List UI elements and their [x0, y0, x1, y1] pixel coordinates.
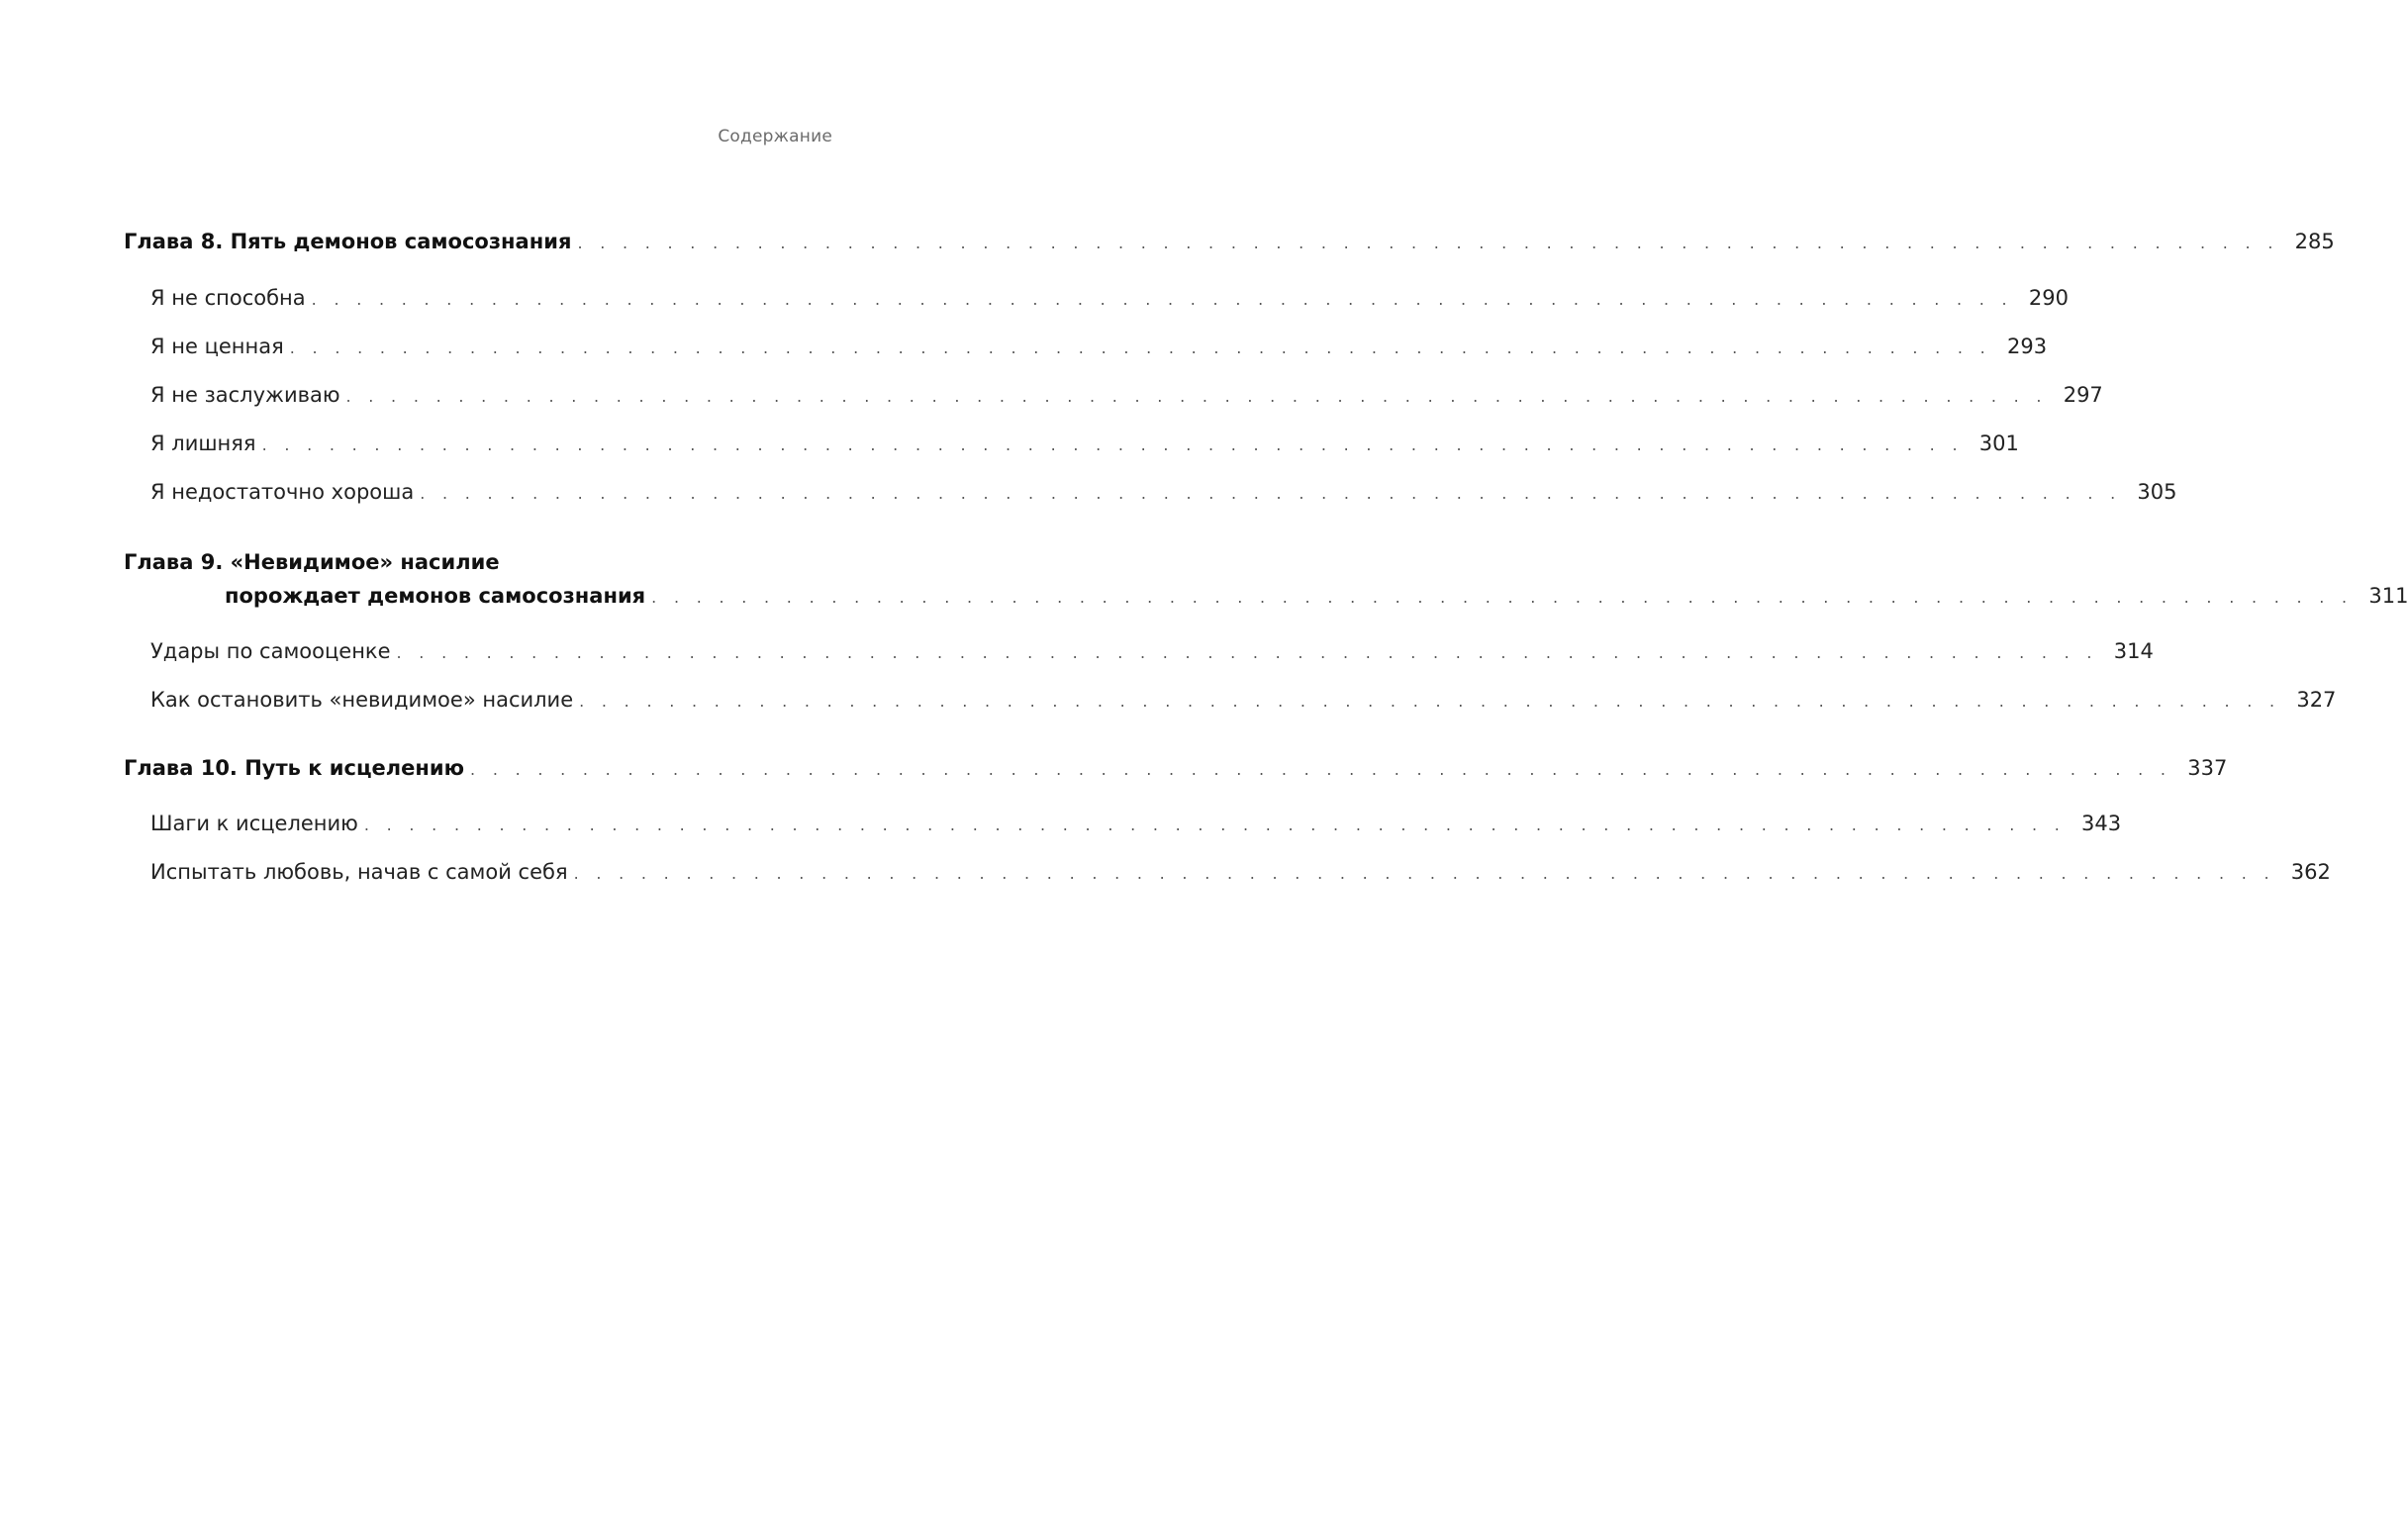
page-number: 314	[2113, 639, 2154, 663]
toc-chapter-10[interactable]	[124, 756, 2228, 786]
section-title: Испытать любовь, начав с самой себя	[124, 860, 574, 884]
page-number: 290	[2028, 286, 2069, 310]
chapter-title-line-2: порождает демонов самосознания	[124, 584, 651, 608]
page-number: 343	[2081, 812, 2122, 835]
page-number: 362	[2290, 860, 2331, 884]
section-title: Я не ценная	[124, 335, 290, 358]
chapter-title: Глава 10. Путь к исцелению	[124, 756, 470, 780]
toc-chapter-8[interactable]	[124, 230, 2335, 259]
toc-section[interactable]	[124, 383, 2103, 413]
section-title: Шаги к исцелению	[124, 812, 364, 835]
dot-leader: . . . . . . . . . . . . . . . . . . . . . . . . . . . . . . . . . . . . . . . . . . . . . . . . . . . . . . . . . . . . . . . . . . . . . . . . . . . .	[261, 435, 1964, 454]
page-number: 337	[2187, 756, 2228, 780]
page-number: 311	[2368, 584, 2408, 608]
section-title: Удары по самооценке	[124, 639, 397, 663]
page-number: 297	[2063, 383, 2103, 407]
section-title: Я не способна	[124, 286, 312, 310]
section-title: Как остановить «невидимое» насилие	[124, 688, 579, 712]
page-number: 293	[2006, 335, 2048, 358]
toc-section[interactable]	[124, 688, 2337, 718]
running-header: Содержание	[718, 127, 832, 146]
page-number: 301	[1978, 432, 2019, 455]
dot-leader: . . . . . . . . . . . . . . . . . . . . . . . . . . . . . . . . . . . . . . . . . . . . . . . . . . . . . . . . . . . . . . . . . . . . . . . . . . . .	[470, 760, 2172, 779]
page-number: 285	[2294, 230, 2335, 253]
dot-leader: . . . . . . . . . . . . . . . . . . . . . . . . . . . . . . . . . . . . . . . . . . . . . . . . . . . . . . . . . . . . . . . . . . . . . . . . . . . .	[579, 692, 2281, 711]
dot-leader: . . . . . . . . . . . . . . . . . . . . . . . . . . . . . . . . . . . . . . . . . . . . . . . . . . . . . . . . . . . . . . . . . . . . . . . . . . . .	[311, 290, 2013, 309]
toc-chapter-9[interactable]	[124, 584, 2408, 614]
dot-leader: . . . . . . . . . . . . . . . . . . . . . . . . . . . . . . . . . . . . . . . . . . . . . . . . . . . . . . . . . . . . . . . . . . . . . . . . . . . .	[573, 864, 2275, 883]
section-title: Я недостаточно хороша	[124, 480, 420, 504]
toc-section[interactable]	[124, 432, 2019, 461]
toc-section[interactable]	[124, 860, 2331, 890]
dot-leader: . . . . . . . . . . . . . . . . . . . . . . . . . . . . . . . . . . . . . . . . . . . . . . . . . . . . . . . . . . . . . . . . . . . . . . . . . . . .	[289, 338, 1992, 357]
dot-leader: . . . . . . . . . . . . . . . . . . . . . . . . . . . . . . . . . . . . . . . . . . . . . . . . . . . . . . . . . . . . . . . . . . . . . . . . . . . .	[651, 588, 2354, 607]
toc-section[interactable]	[124, 639, 2154, 669]
dot-leader: . . . . . . . . . . . . . . . . . . . . . . . . . . . . . . . . . . . . . . . . . . . . . . . . . . . . . . . . . . . . . . . . . . . . . . . . . . . .	[396, 643, 2098, 662]
section-title: Я лишняя	[124, 432, 262, 455]
page-number: 305	[2137, 480, 2177, 504]
page-number: 327	[2296, 688, 2337, 712]
toc-section[interactable]	[124, 812, 2122, 841]
dot-leader: . . . . . . . . . . . . . . . . . . . . . . . . . . . . . . . . . . . . . . . . . . . . . . . . . . . . . . . . . . . . . . . . . . . . . . . . . . . .	[363, 815, 2067, 834]
dot-leader: . . . . . . . . . . . . . . . . . . . . . . . . . . . . . . . . . . . . . . . . . . . . . . . . . . . . . . . . . . . . . . . . . . . . . . . . . . . .	[420, 484, 2122, 503]
dot-leader: . . . . . . . . . . . . . . . . . . . . . . . . . . . . . . . . . . . . . . . . . . . . . . . . . . . . . . . . . . . . . . . . . . . . . . . . . . . .	[577, 234, 2279, 252]
dot-leader: . . . . . . . . . . . . . . . . . . . . . . . . . . . . . . . . . . . . . . . . . . . . . . . . . . . . . . . . . . . . . . . . . . . . . . . . . . . .	[345, 387, 2048, 406]
chapter-title: Глава 8. Пять демонов самосознания	[124, 230, 577, 253]
chapter-title-line-1[interactable]: Глава 9. «Невидимое» насилие	[124, 550, 500, 574]
toc-section[interactable]	[124, 286, 2069, 316]
toc-section[interactable]	[124, 335, 2048, 364]
toc-section[interactable]	[124, 480, 2177, 510]
section-title: Я не заслуживаю	[124, 383, 346, 407]
